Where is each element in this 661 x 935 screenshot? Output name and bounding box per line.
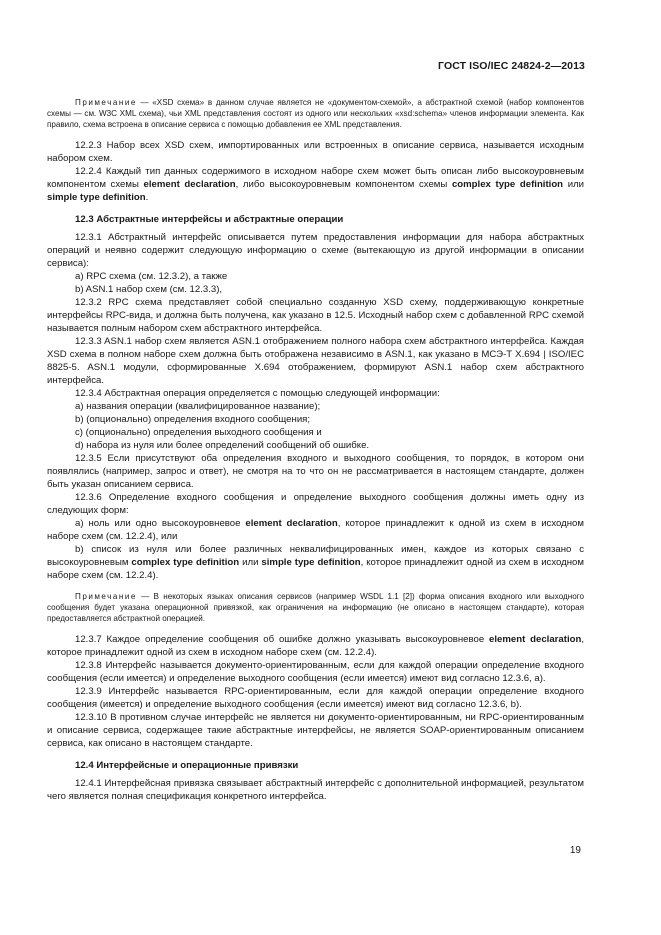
term-element-declaration: element declaration <box>245 518 338 529</box>
note-label: Примечание <box>75 98 137 107</box>
section-heading-12-4: 12.4 Интерфейсные и операционные привязки <box>75 760 299 771</box>
list-item-rpc-schema: a) RPC схема (см. 12.3.2), а также <box>75 271 228 282</box>
para-12-3-6: 12.3.6 Определение входного сообщения и определение выходного сообщения должны иметь одну из следующих форм: <box>47 492 584 516</box>
para-12-2-4: 12.2.4 Каждый тип данных содержимого в исходном наборе схем может быть описан либо высокоуровневым компонентом схемы element declaration, либо высокоуровневым компонентом схемы complex type definition или simple type definition. <box>47 166 585 203</box>
note-wsdl <box>47 591 584 624</box>
term-complex-type-definition: complex type definition <box>131 557 240 568</box>
para-12-3-1: 12.3.1 Абстрактный интерфейс описывается путем предоставления информации для набора абстрактных операций и неявно содержит следующую информацию о схеме (вытекающую из другой информации в описании сервиса): <box>47 232 584 269</box>
para-12-3-4: 12.3.4 Абстрактная операция определяется с помощью следующей информации: <box>75 388 440 399</box>
para-12-3-7: 12.3.7 Каждое определение сообщения об ошибке должно указывать высокоуровневое element declaration, которое принадлежит одной из схем в исходном наборе схем (см. 12.2.4). <box>47 634 584 658</box>
list-item-input-message: b) (опционально) определения входного сообщения; <box>75 414 311 425</box>
note-text: — В некоторых языках описания сервисов (например WSDL 1.1 [2]) форма описания входного или выходного сообщения будет указана операционной привязкой, как ограничения на информацию (не описано в настоящем стандарте), которая предоставляется абстрактной операцией. <box>47 592 584 623</box>
page-number: 19 <box>569 845 581 856</box>
list-item-element-declaration-form: a) ноль или одно высокоуровневое element declaration, которое принадлежит к одной из схем в исходном наборе схем (см. 12.2.4), или <box>47 518 584 542</box>
term-element-declaration: element declaration <box>489 634 582 645</box>
term-complex-type-definition: complex type definition <box>451 179 564 190</box>
list-item-asn1-schema-set: b) ASN.1 набор схем (см. 12.3.3), <box>75 284 223 295</box>
para-12-4-1: 12.4.1 Интерфейсная привязка связывает абстрактный интерфейс с дополнительной информацией, результатом чего является полная спецификация конкретного интерфейса. <box>47 778 584 802</box>
list-item-output-message: c) (опционально) определения выходного сообщения и <box>75 427 322 438</box>
para-12-3-10: 12.3.10 В противном случае интерфейс не является ни документо-ориентированным, ни RPC-ориентированным и описание сервиса, содержащее такие абстрактные интерфейсы, не является SOAP-ориентированным описанием сервиса, как описано в настоящем стандарте. <box>47 712 584 749</box>
term-simple-type-definition: simple type definition <box>47 192 146 203</box>
para-12-3-3: 12.3.3 ASN.1 набор схем является ASN.1 отображением полного набора схем абстрактного интерфейса. Каждая XSD схема в полном наборе схем должна быть отображена независимо в ASN.1, как указано в МСЭ-Т X.694 | ISO/IEC 8825-5. ASN.1 модули, сформированные X.694 отображением, формируют ASN.1 набор схем абстрактного интерфейса. <box>47 336 584 386</box>
list-item-names-form: b) список из нуля или более различных неквалифицированных имен, каждое из которых связано с высокоуровневым complex type definition или simple type definition, которое принадлежит одной из схем в исходном наборе схем (см. 12.2.4). <box>47 544 584 581</box>
note-text: — «XSD схема» в данном случае является не «документом-схемой», а абстрактной схемой (набор компонентов схемы — см. W3C XML схема), чьи XML представления состоят из одного или нескольких «xsd:schema» членов информации элемента. Как правило, схема встроена в описание сервиса с помощью добавления ее XML представления. <box>47 98 584 129</box>
note-label: Примечание <box>75 592 137 601</box>
list-item-operation-name: a) названия операции (квалифицированное название); <box>75 401 321 412</box>
para-12-3-9: 12.3.9 Интерфейс называется RPC-ориентированным, если для каждой операции определение входного сообщения (имеется) и определение выходного сообщения (если имеется) имеют вид согласно 12.3.6, b). <box>47 686 584 710</box>
para-12-2-3: 12.2.3 Набор всех XSD схем, импортированных или встроенных в описание сервиса, называется исходным набором схем. <box>47 140 584 164</box>
para-12-3-5: 12.3.5 Если присутствуют оба определения входного и выходного сообщения, то порядок, в котором они появлялись (например, запрос и ответ), не смотря на то что он не рассматривается в настоящем стандарте, должен быть указан описанием сервиса. <box>47 453 584 490</box>
page-content <box>47 97 584 803</box>
section-heading-12-3: 12.3 Абстрактные интерфейсы и абстрактные операции <box>75 214 344 225</box>
document-id-header: ГОСТ ISO/IEC 24824-2—2013 <box>438 60 585 72</box>
term-simple-type-definition: simple type definition <box>261 557 361 568</box>
para-12-3-8: 12.3.8 Интерфейс называется документо-ориентированным, если для каждой операции определение входного сообщения (если имеется) и определение выходного сообщения (если имеется) имеют вид согласно 12.3.6, а). <box>47 660 584 684</box>
para-12-3-2: 12.3.2 RPC схема представляет собой специально созданную XSD схему, поддерживающую конкретные интерфейсы RPC-вида, и должна быть получена, как указано в 12.5. Исходный набор схем с добавленной RPC схемой называется полным набором схем абстрактного интерфейса. <box>47 297 584 334</box>
list-item-error-messages: d) набора из нуля или более определений сообщений об ошибке. <box>75 440 370 451</box>
note-xsd-schema <box>47 97 584 130</box>
term-element-declaration: element declaration <box>143 179 236 190</box>
